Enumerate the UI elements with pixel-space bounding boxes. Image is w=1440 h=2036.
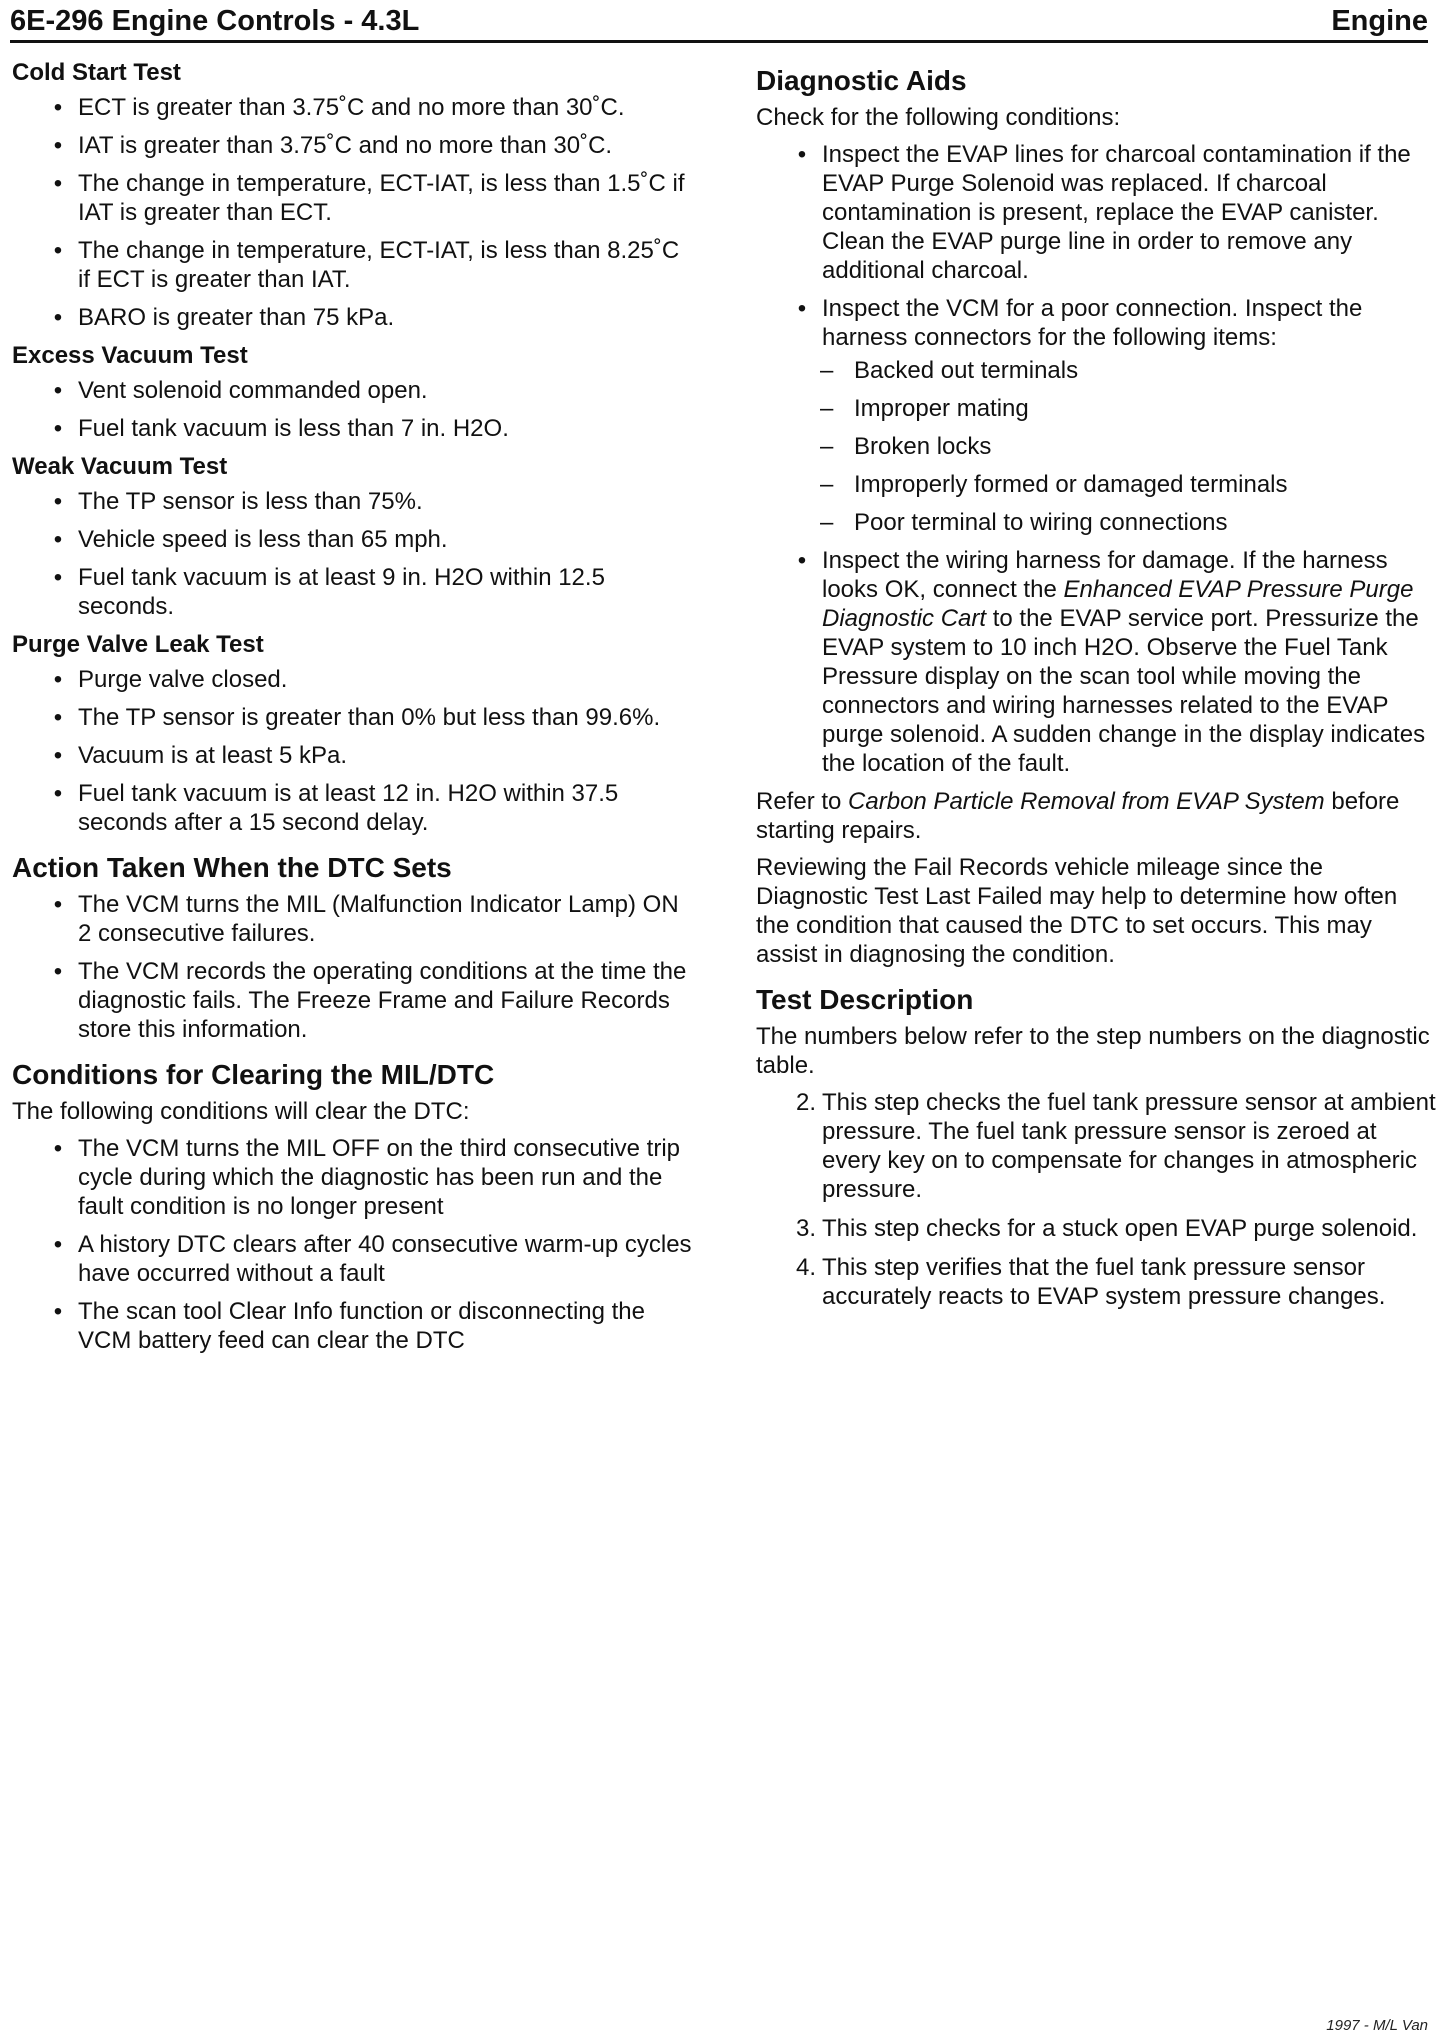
list-item: • Fuel tank vacuum is at least 12 in. H2O within 37.5 seconds after a 15 second delay. — [53, 780, 619, 836]
list-item: • Fuel tank vacuum is at least 9 in. H2O within 12.5 seconds. — [53, 564, 605, 620]
left-column — [12, 58, 692, 1364]
step-item: 3. This step checks for a stuck open EVAP purge solenoid. — [795, 1215, 1418, 1242]
test-steps-list — [756, 1088, 1436, 1311]
list-item: • Purge valve closed. — [53, 666, 288, 693]
list-item: • The VCM turns the MIL (Malfunction Indicator Lamp) ON 2 consecutive failures. — [53, 891, 679, 947]
list-item: • Vacuum is at least 5 kPa. — [53, 742, 348, 769]
clearing-list — [12, 1134, 692, 1355]
list-item: • IAT is greater than 3.75˚C and no more than 30˚C. — [53, 132, 613, 159]
excess-vacuum-heading: Excess Vacuum Test — [12, 342, 248, 369]
excess-vacuum-list — [12, 376, 692, 443]
list-item: • The change in temperature, ECT-IAT, is less than 1.5˚C if IAT is greater than ECT. — [53, 170, 685, 226]
diagnostic-aids-list — [756, 140, 1436, 778]
page-footer: 1997 - M/L Van — [1326, 2017, 1428, 2034]
purge-leak-heading: Purge Valve Leak Test — [12, 631, 264, 658]
list-item: • The scan tool Clear Info function or disconnecting the VCM battery feed can clear the DTC — [53, 1298, 645, 1354]
connector-checklist — [822, 356, 1436, 537]
action-taken-heading: Action Taken When the DTC Sets — [12, 852, 452, 883]
action-taken-list — [12, 890, 692, 1044]
refer-paragraph: Refer to Carbon Particle Removal from EVAP System before starting repairs. — [756, 788, 1400, 844]
tool-name: Enhanced EVAP Pressure Purge Diagnostic Cart — [822, 576, 1414, 632]
right-column — [756, 58, 1436, 1321]
weak-vacuum-heading: Weak Vacuum Test — [12, 453, 228, 480]
list-item: • A history DTC clears after 40 consecutive warm-up cycles have occurred without a fault — [53, 1231, 692, 1287]
list-item: • BARO is greater than 75 kPa. — [53, 304, 395, 331]
list-item: • Fuel tank vacuum is less than 7 in. H2O. — [53, 415, 509, 442]
clearing-heading: Conditions for Clearing the MIL/DTC — [12, 1059, 495, 1090]
page-header — [10, 0, 1428, 43]
sub-list-item: – Improper mating — [820, 395, 1029, 422]
test-description-intro: The numbers below refer to the step numbers on the diagnostic table. — [756, 1023, 1430, 1079]
sub-list-item: – Broken locks — [820, 433, 992, 460]
header-title: 6E-296 Engine Controls - 4.3L — [10, 5, 420, 37]
list-item: • The TP sensor is less than 75%. — [53, 488, 423, 515]
list-item: • The VCM records the operating conditions at the time the diagnostic fails. The Freeze Frame and Failure Records store this information. — [53, 958, 687, 1043]
header-section: Engine — [1331, 5, 1428, 37]
sub-list-item: – Improperly formed or damaged terminals — [820, 471, 1288, 498]
list-item: • Vehicle speed is less than 65 mph. — [53, 526, 448, 553]
list-item: • ECT is greater than 3.75˚C and no more than 30˚C. — [53, 94, 625, 121]
cold-start-heading: Cold Start Test — [12, 59, 181, 86]
list-item: • The change in temperature, ECT-IAT, is less than 8.25˚C if ECT is greater than IAT. — [53, 237, 680, 293]
sub-list-item: – Poor terminal to wiring connections — [820, 509, 1228, 536]
list-item: • Inspect the VCM for a poor connection. Inspect the harness connectors for the following items: – Backed out terminals – Improper mating – Broken locks – Improperly formed or damaged terminals – Poor terminal to wiring connections — [756, 294, 1436, 537]
procedure-reference: Carbon Particle Removal from EVAP System — [848, 788, 1325, 815]
purge-leak-list — [12, 665, 692, 837]
step-item: 4. This step verifies that the fuel tank pressure sensor accurately reacts to EVAP system pressure changes. — [795, 1254, 1386, 1310]
diagnostic-aids-intro: Check for the following conditions: — [756, 104, 1121, 131]
list-item: • Inspect the EVAP lines for charcoal contamination if the EVAP Purge Solenoid was replaced. If charcoal contamination is present, replace the EVAP canister. Clean the EVAP purge line in order to remove any additional charcoal. — [797, 141, 1411, 284]
test-description-heading: Test Description — [756, 984, 974, 1015]
cold-start-list — [12, 93, 692, 332]
weak-vacuum-list — [12, 487, 692, 621]
list-item: • The VCM turns the MIL OFF on the third consecutive trip cycle during which the diagnostic has been run and the fault condition is no longer present — [53, 1135, 681, 1220]
list-item: • The TP sensor is greater than 0% but less than 99.6%. — [53, 704, 661, 731]
clearing-intro: The following conditions will clear the DTC: — [12, 1098, 470, 1125]
reviewing-paragraph: Reviewing the Fail Records vehicle mileage since the Diagnostic Test Last Failed may help to determine how often the condition that caused the DTC to set occurs. This may assist in diagnosing the condition. — [756, 854, 1398, 968]
sub-list-item: – Backed out terminals — [820, 357, 1079, 384]
list-item: • Inspect the wiring harness for damage. If the harness looks OK, connect the Enhanced EVAP Pressure Purge Diagnostic Cart to the EVAP service port. Pressurize the EVAP system to 10 inch H2O. Observe the Fuel Tank Pressure display on the scan tool while moving the connectors and wiring harnesses related to the EVAP purge solenoid. A sudden change in the display indicates the location of the fault. — [797, 547, 1426, 777]
list-item: • Vent solenoid commanded open. — [53, 377, 428, 404]
step-item: 2. This step checks the fuel tank pressure sensor at ambient pressure. The fuel tank pressure sensor is zeroed at every key on to compensate for changes in atmospheric pressure. — [795, 1089, 1436, 1203]
diagnostic-aids-heading: Diagnostic Aids — [756, 65, 967, 96]
